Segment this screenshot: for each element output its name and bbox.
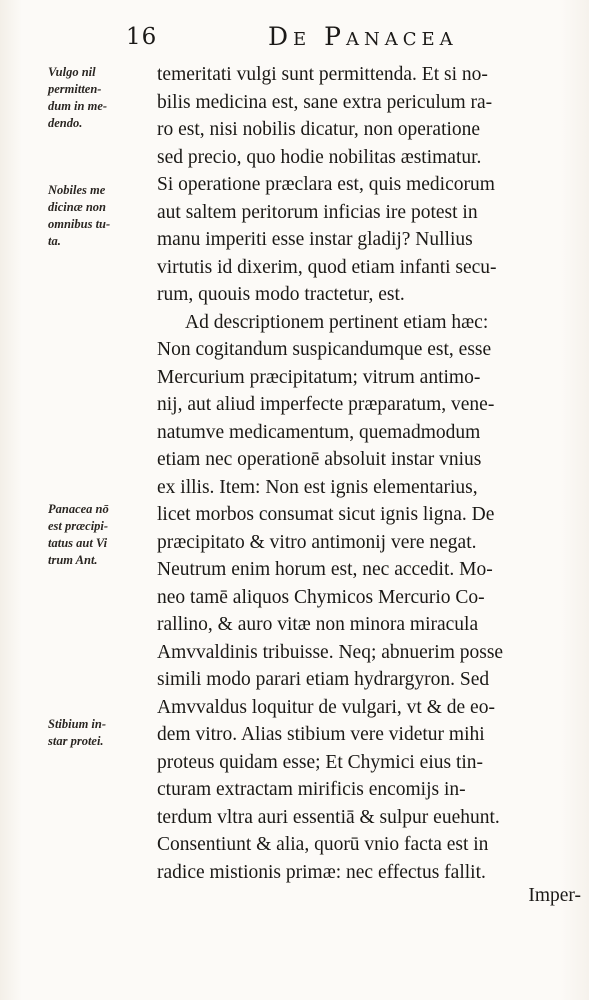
text-line: natumve medicamentum, quemadmodum <box>157 421 481 443</box>
text-line: rum, quouis modo tractetur, est. <box>157 284 405 305</box>
margin-note-line: dum in me- <box>48 99 108 113</box>
text-line: temeritati vulgi sunt permittenda. Et si no- <box>157 64 488 85</box>
margin-note <box>48 64 154 132</box>
margin-note-line: permitten- <box>48 82 102 96</box>
running-head <box>0 22 589 56</box>
text-line: nij, aut aliud imperfecte præparatum, vene- <box>157 394 495 415</box>
margin-note <box>48 501 154 569</box>
margin-note-line: tatus aut Vi <box>48 536 108 550</box>
body-text <box>157 61 589 886</box>
text-line: aut saltem peritorum inficias ire potest in <box>157 201 478 223</box>
text-line: terdum vltra auri essentiā & sulpur euehunt. <box>157 806 500 828</box>
text-line: sed precio, quo hodie nobilitas æstimatur. <box>157 146 482 168</box>
running-title: De Panacea <box>268 22 458 51</box>
text-line: ro est, nisi nobilis dicatur, non operatione <box>157 119 481 140</box>
margin-note-line: star protei. <box>48 734 104 748</box>
text-line: simili modo parari etiam hydrargyron. Sed <box>157 669 490 690</box>
margin-note-line: dicinæ non <box>48 200 107 214</box>
text-line: manu imperiti esse instar gladij? Nullius <box>157 229 473 250</box>
text-line: rallino, & auro vitæ non minora miracula <box>157 614 479 635</box>
text-line: Amvvaldinis tribuisse. Neq; abnuerim posse <box>157 641 504 663</box>
text-line: Consentiunt & alia, quorū vnio facta est in <box>157 834 489 855</box>
margin-note-line: omnibus tu- <box>48 217 111 231</box>
text-line: Non cogitandum suspicandumque est, esse <box>157 339 492 360</box>
margin-note-line: Panacea nō <box>48 502 109 516</box>
margin-note-line: Stibium in- <box>48 717 107 731</box>
text-line: virtutis id dixerim, quod etiam infanti secu- <box>157 256 497 278</box>
margin-note <box>48 182 154 250</box>
text-line: radice mistionis primæ: nec effectus fallit. <box>157 861 486 883</box>
text-line: Amvvaldus loquitur de vulgari, vt & de eo- <box>157 696 495 718</box>
text-line: licet morbos consumat sicut ignis ligna. De <box>157 504 495 525</box>
paragraph-start-line: Ad descriptionem pertinent etiam hæc: <box>185 311 489 333</box>
text-line: Neutrum enim horum est, nec accedit. Mo- <box>157 559 493 580</box>
text-line: Mercurium præcipitatum; vitrum antimo- <box>157 366 481 388</box>
text-line: proteus quidam esse; Et Chymici eius tin- <box>157 751 484 773</box>
margin-note-line: est præcipi- <box>48 519 109 533</box>
margin-note-line: trum Ant. <box>48 553 98 567</box>
text-line: præcipitato & vitro antimonij vere negat. <box>157 531 477 553</box>
text-line: cturam extractam mirificis encomijs in- <box>157 779 466 800</box>
catchword: Imper- <box>528 885 581 906</box>
page-number: 16 <box>126 24 158 50</box>
text-line: Si operatione præclara est, quis medicorum <box>157 174 495 195</box>
text-line: ex illis. Item: Non est ignis elementarius, <box>157 476 478 498</box>
text-line: dem vitro. Alias stibium vere videtur mihi <box>157 724 485 745</box>
margin-note <box>48 716 154 750</box>
margin-note-line: Nobiles me <box>48 183 106 197</box>
text-line: etiam nec operationē absoluit instar vnius <box>157 449 482 470</box>
margin-note-line: Vulgo nil <box>48 65 96 79</box>
text-line: neo tamē aliquos Chymicos Mercurio Co- <box>157 586 485 608</box>
text-line: bilis medicina est, sane extra periculum ra- <box>157 91 493 113</box>
margin-note-line: ta. <box>48 234 61 248</box>
margin-note-line: dendo. <box>48 116 83 130</box>
